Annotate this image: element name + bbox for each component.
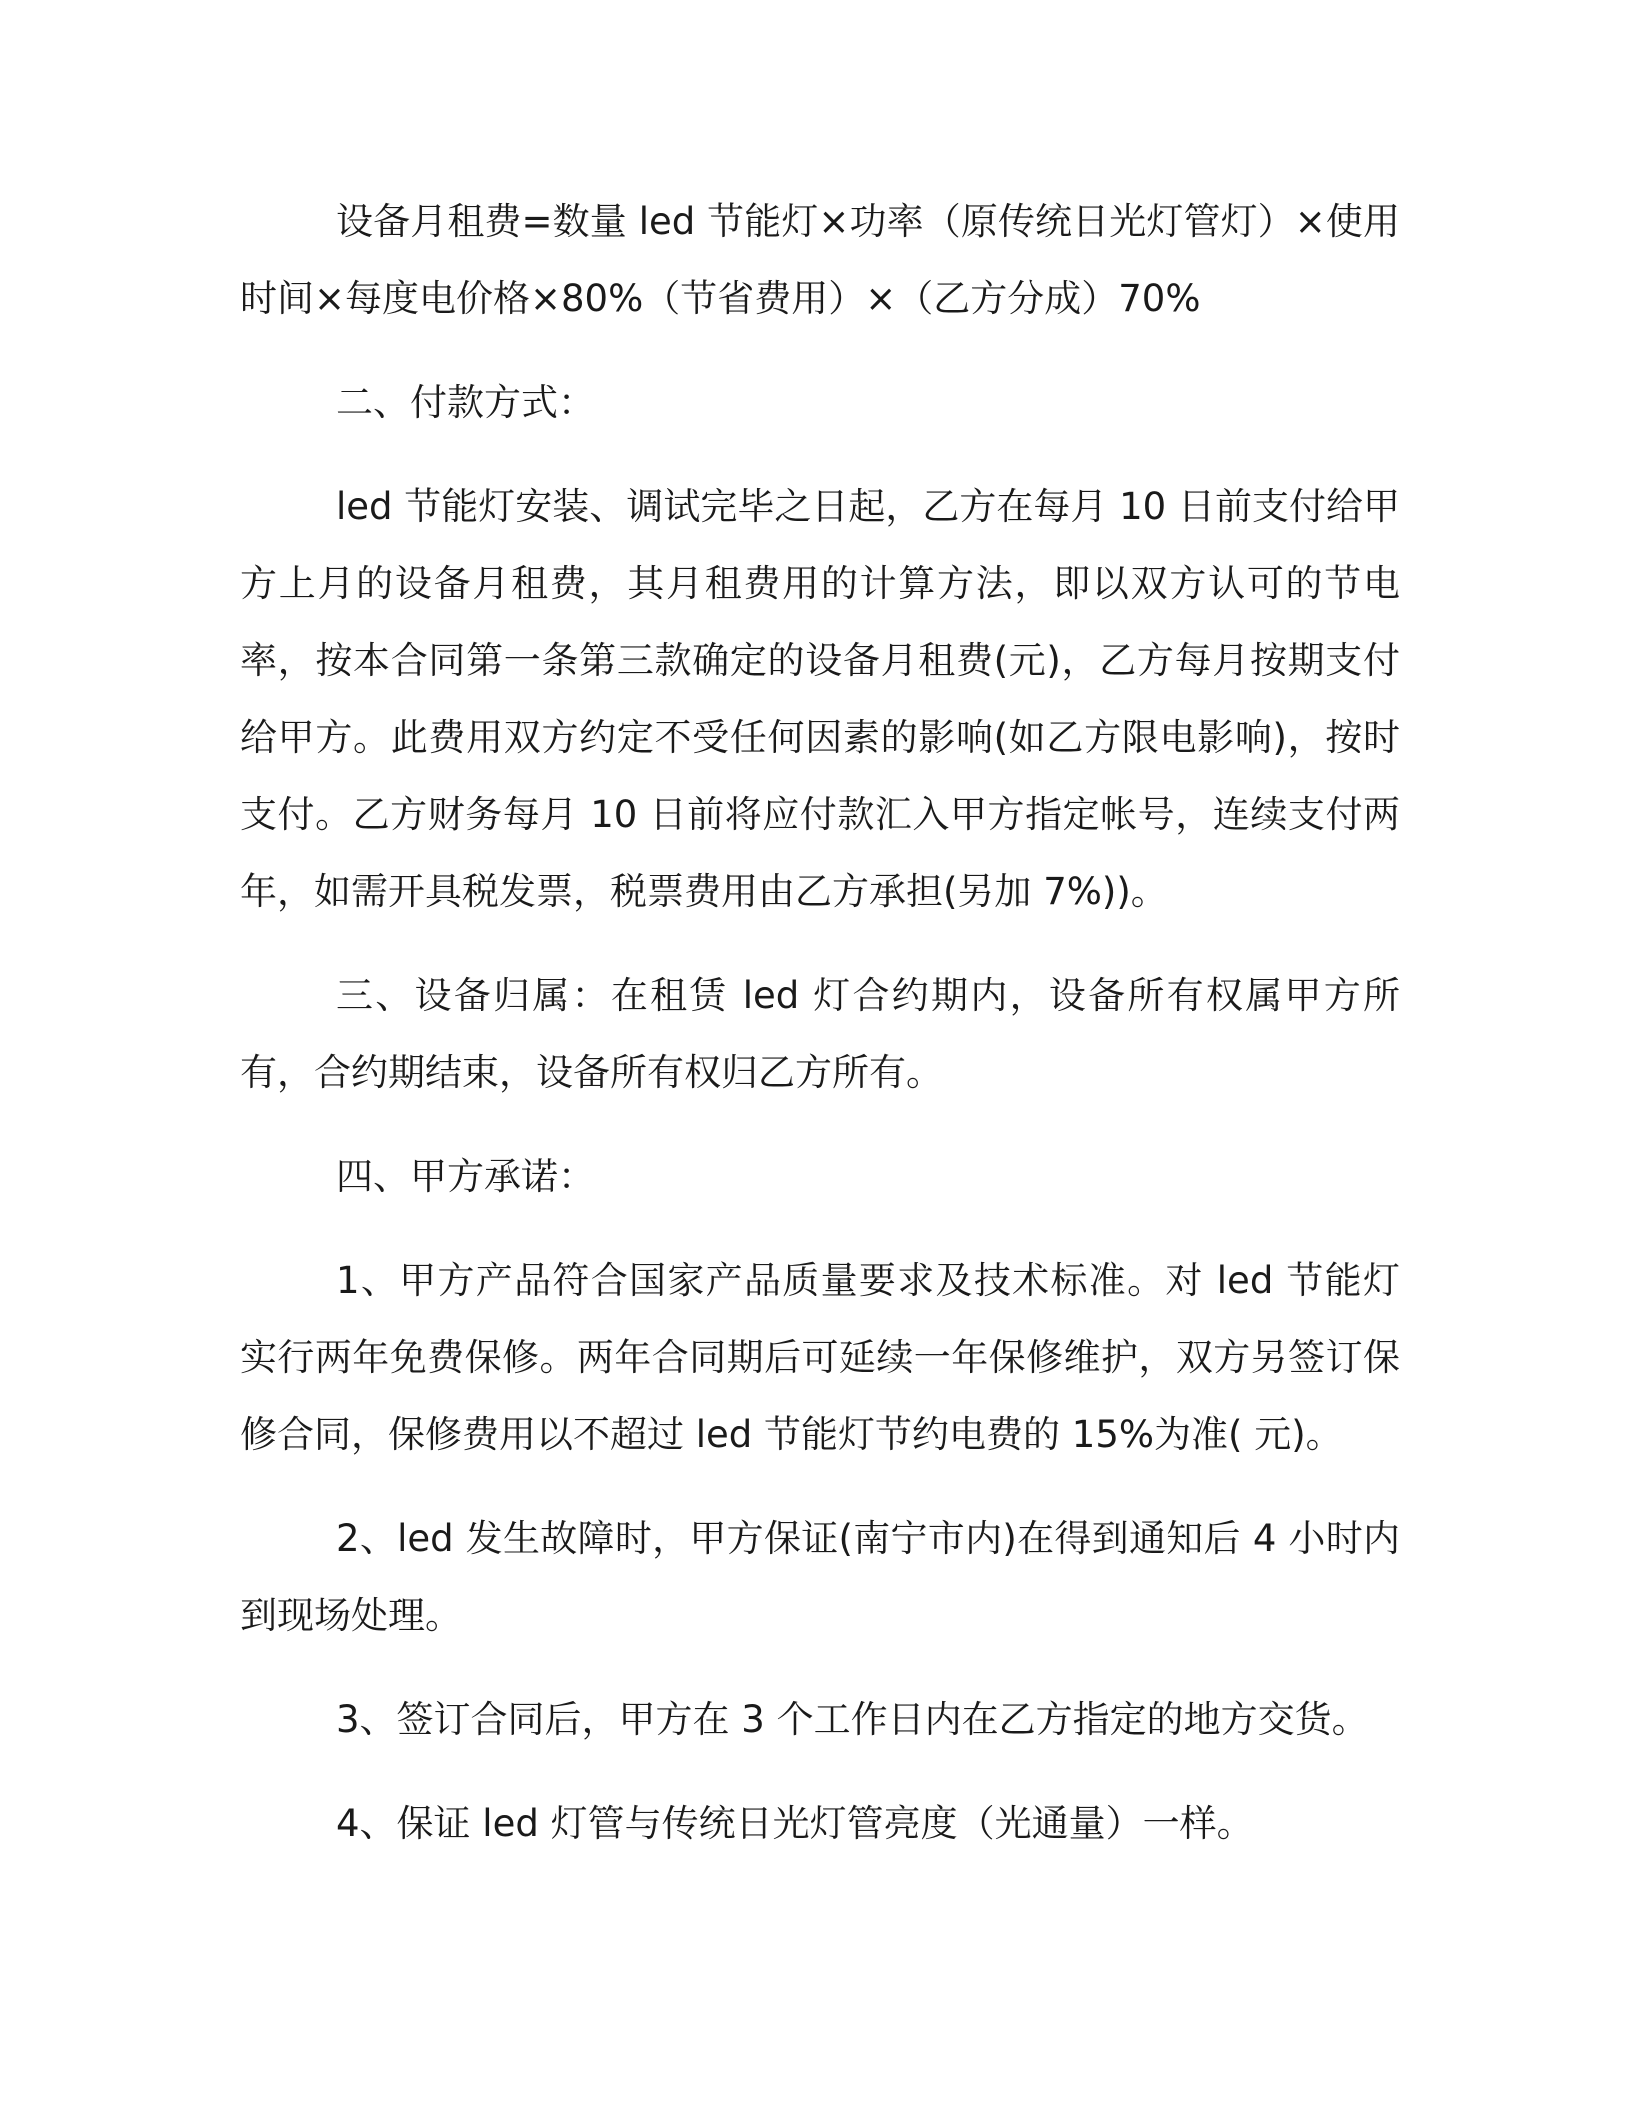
commitment-item-4: 4、保证 led 灯管与传统日光灯管亮度（光通量）一样。	[336, 1802, 1254, 1845]
section-heading-payment: 二、付款方式：	[336, 381, 595, 424]
section-heading-party-a-commitments: 四、甲方承诺：	[336, 1155, 595, 1198]
equipment-ownership-paragraph: 三、设备归属：在租赁 led 灯合约期内，设备所有权属甲方所有，合约期结束，设备所有权归乙方所有。	[240, 974, 1400, 1094]
payment-terms-paragraph: led 节能灯安装、调试完毕之日起，乙方在每月 10 日前支付给甲方上月的设备月租费，其月租费用的计算方法，即以双方认可的节电率，按本合同第一条第三款确定的设备月租费(元)，乙方每月按期支付给甲方。此费用双方约定不受任何因素的影响(如乙方限电影响)，按时支付。乙方财务每月 10 日前将应付款汇入甲方指定帐号，连续支付两年，如需开具税发票，税票费用由乙方承担(另加 7%))。	[240, 485, 1400, 913]
rent-formula-paragraph: 设备月租费=数量 led 节能灯×功率（原传统日光灯管灯）×使用时间×每度电价格×80%（节省费用）×（乙方分成）70%	[240, 200, 1400, 320]
commitment-item-3: 3、签订合同后，甲方在 3 个工作日内在乙方指定的地方交货。	[336, 1698, 1369, 1741]
document-body	[240, 183, 1400, 1889]
commitment-item-2: 2、led 发生故障时，甲方保证(南宁市内)在得到通知后 4 小时内到现场处理。	[240, 1517, 1400, 1637]
commitment-item-1: 1、甲方产品符合国家产品质量要求及技术标准。对 led 节能灯实行两年免费保修。两年合同期后可延续一年保修维护，双方另签订保修合同，保修费用以不超过 led 节能灯节约电费的 15%为准( 元)。	[240, 1259, 1400, 1456]
